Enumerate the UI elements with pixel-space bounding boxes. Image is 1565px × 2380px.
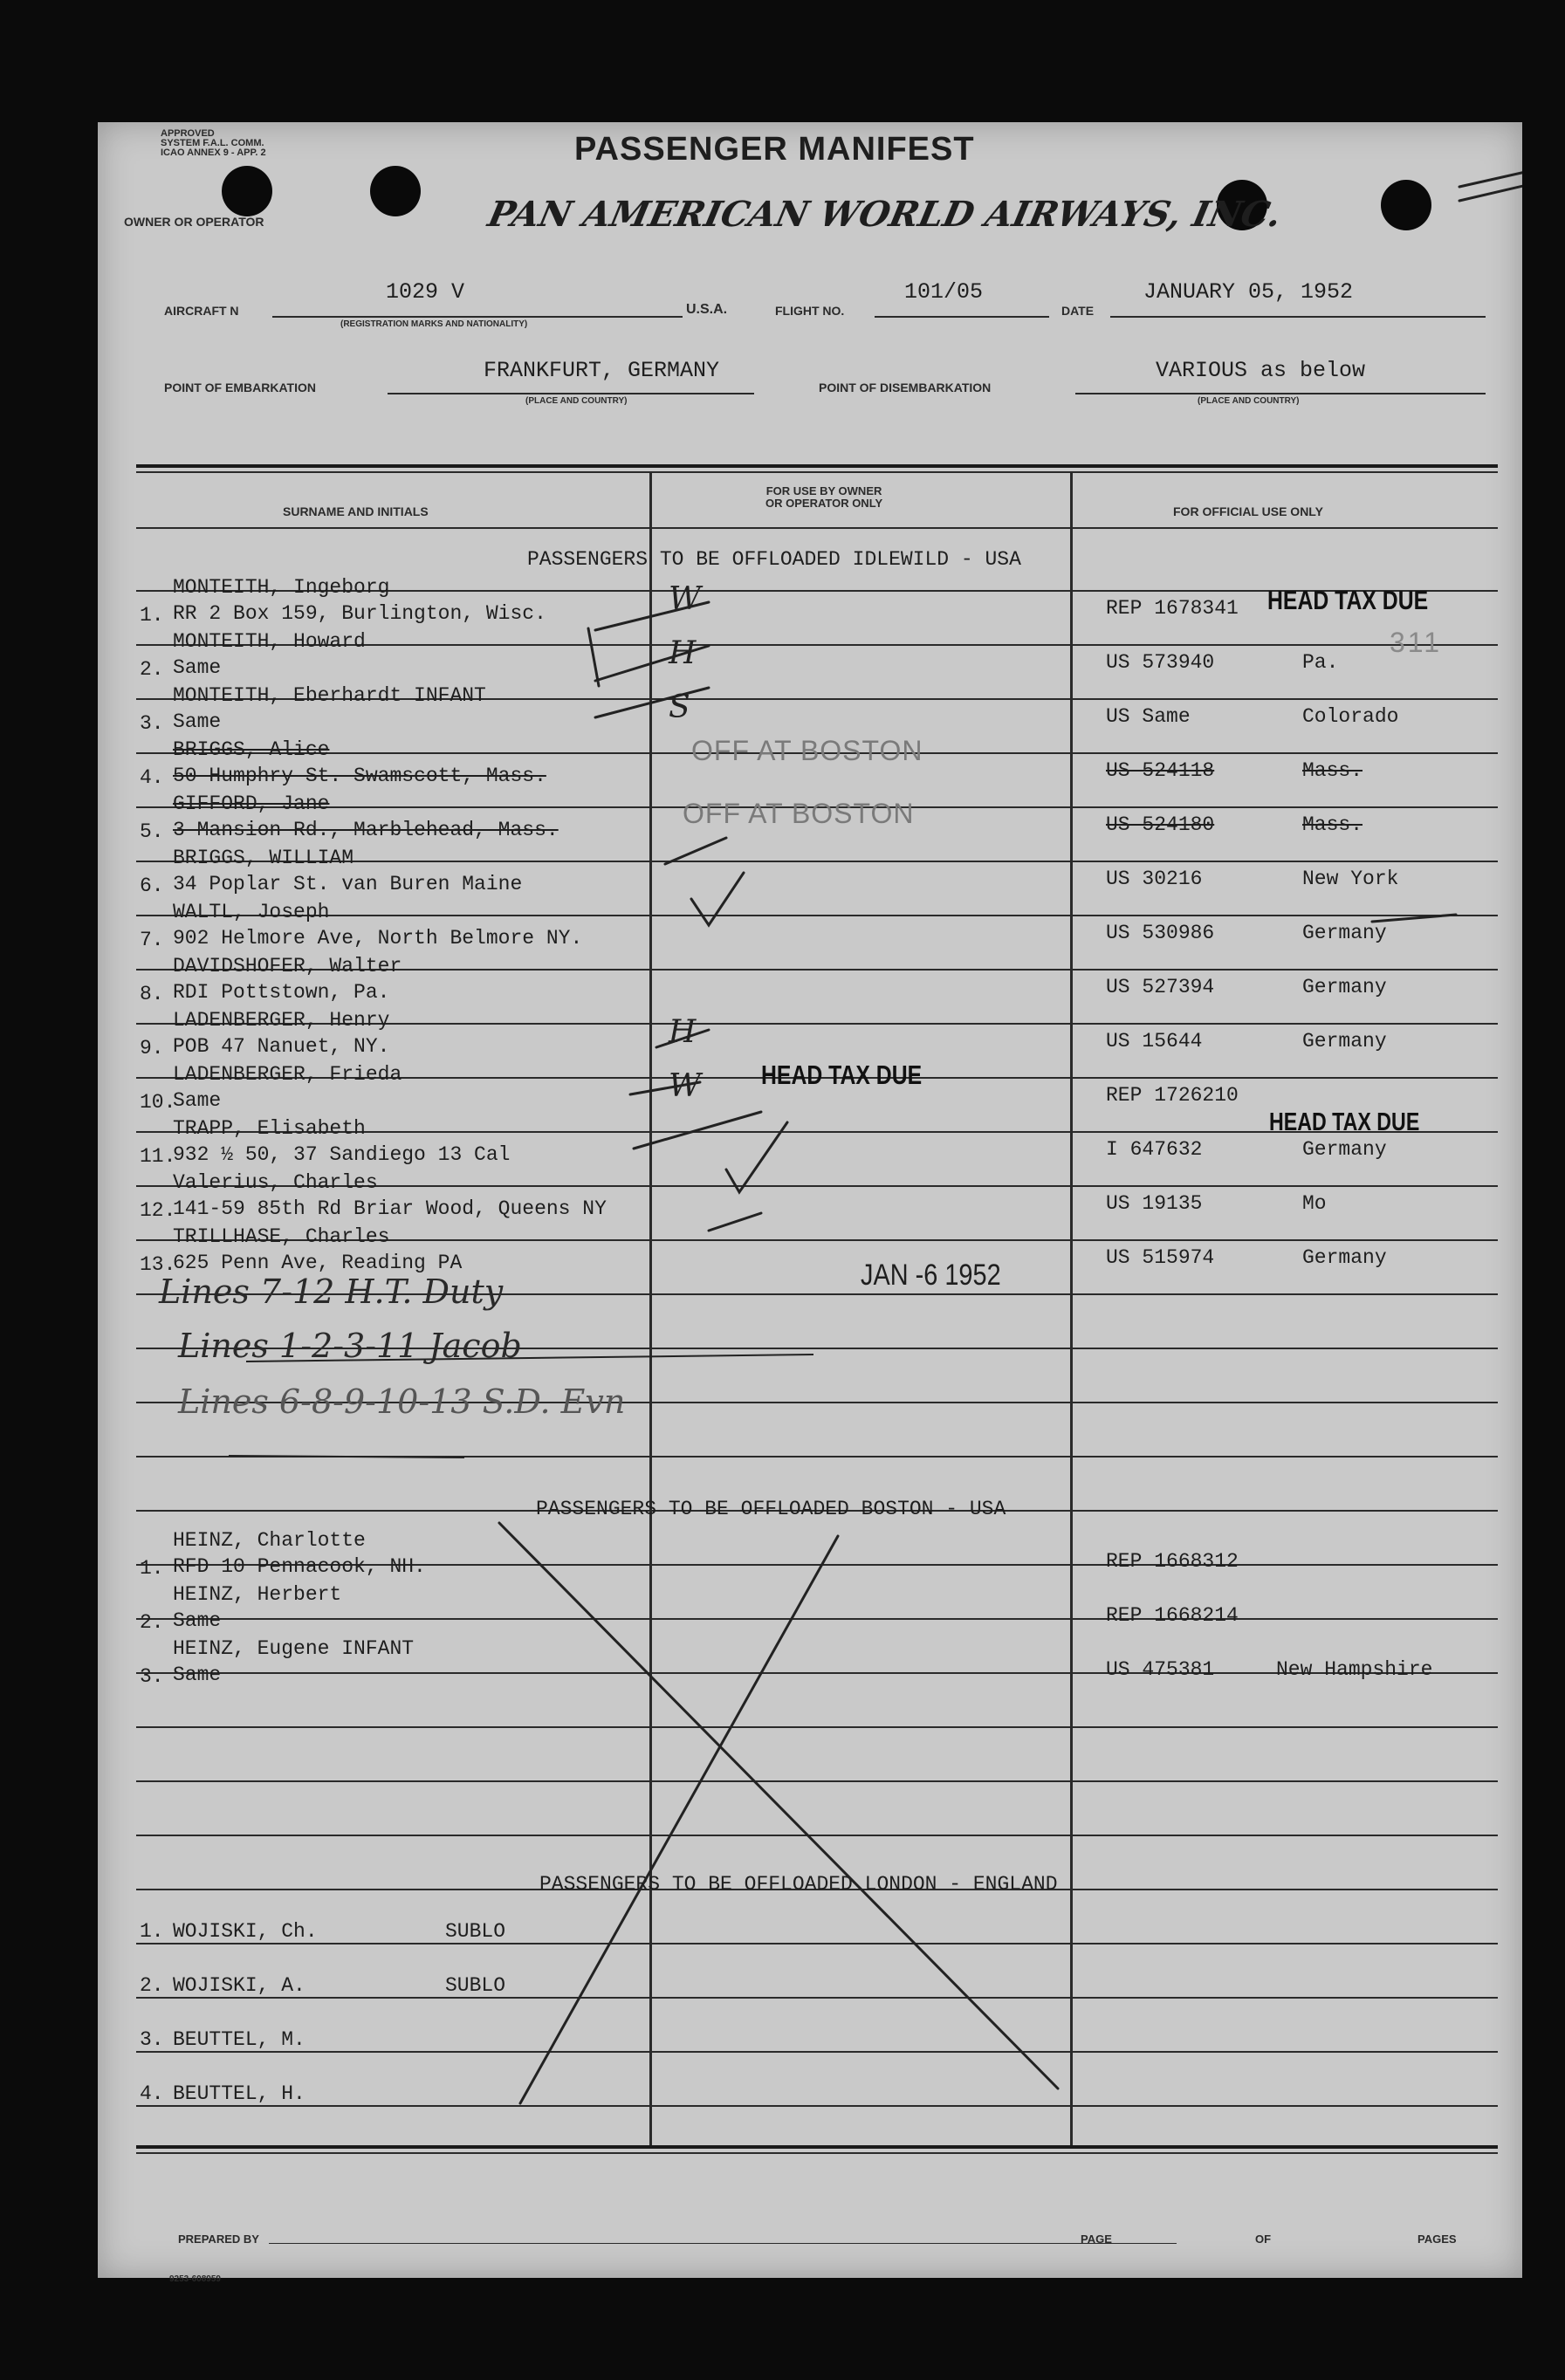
check-mark [709, 1213, 761, 1231]
passenger-name: WOJISKI, Ch. [173, 1920, 318, 1943]
owner-label: OWNER OR OPERATOR [124, 215, 264, 229]
state-country: Mass. [1302, 813, 1363, 836]
passenger-name: GIFFORD, Jane [173, 792, 330, 815]
passport-number: I 647632 [1106, 1138, 1203, 1161]
passport-number: US 475381 [1106, 1658, 1215, 1681]
embark-sub: (PLACE AND COUNTRY) [525, 396, 628, 406]
cross-out-line [499, 1523, 1058, 2089]
passenger-name: BEUTTEL, H. [173, 2082, 305, 2105]
check-mark [595, 602, 709, 630]
aircraft-label: AIRCRAFT N [164, 304, 239, 318]
approval-line: SYSTEM F.A.L. COMM. [161, 138, 264, 148]
date-received-stamp: JAN -6 1952 [861, 1259, 1001, 1292]
state-country: New York [1302, 868, 1399, 890]
row-number: 5. [140, 820, 164, 843]
passenger-name: MONTEITH, Howard [173, 630, 366, 653]
handwriting-underline [246, 1355, 813, 1361]
state-country: Germany [1302, 1246, 1387, 1269]
disembark-sub: (PLACE AND COUNTRY) [1198, 396, 1300, 406]
prepared-by-label: PREPARED BY [178, 2233, 259, 2246]
check-mark [634, 1112, 761, 1149]
passenger-name: BEUTTEL, M. [173, 2028, 305, 2051]
of-label: OF [1255, 2233, 1272, 2246]
passenger-address: Same [173, 1609, 222, 1632]
manifest-sheet [98, 122, 1522, 2284]
passenger-name: TRILLHASE, Charles [173, 1225, 390, 1248]
table-bottom-rule-2 [136, 2152, 1498, 2154]
passenger-name: HEINZ, Charlotte [173, 1529, 366, 1552]
row-number: 7. [140, 929, 164, 951]
flight-value: 101/05 [904, 279, 984, 305]
passenger-name: LADENBERGER, Henry [173, 1009, 390, 1032]
state-country: Mass. [1302, 759, 1363, 782]
check-mark [595, 688, 709, 717]
passenger-address: RR 2 Box 159, Burlington, Wisc. [173, 602, 546, 625]
handwritten-mark: W [669, 1068, 702, 1104]
check-mark [656, 1030, 709, 1047]
passport-number: REP 1678341 [1106, 597, 1239, 620]
row-number: 9. [140, 1037, 164, 1060]
form-number: 9253-608959 [169, 2274, 221, 2284]
passport-number: US 524118 [1106, 759, 1215, 782]
aircraft-value: 1029 V [386, 279, 465, 305]
handwritten-note: Lines 1-2-3-11 Jacob [178, 1327, 522, 1365]
section2-heading: PASSENGERS TO BE OFFLOADED BOSTON - USA [536, 1498, 1006, 1520]
flight-label: FLIGHT NO. [775, 304, 845, 318]
off-at-boston-stamp: OFF AT BOSTON [683, 798, 915, 829]
check-mark [595, 646, 709, 681]
off-at-boston-stamp: OFF AT BOSTON [691, 735, 923, 766]
handwritten-note: Lines 6-8-9-10-13 S.D. Evn [178, 1382, 626, 1421]
passport-number: REP 1726210 [1106, 1084, 1239, 1107]
row-number: 6. [140, 874, 164, 897]
passenger-address: 34 Poplar St. van Buren Maine [173, 873, 523, 895]
passport-number: US 530986 [1106, 922, 1215, 944]
passenger-address: 625 Penn Ave, Reading PA [173, 1252, 463, 1274]
approval-line: ICAO ANNEX 9 - APP. 2 [161, 147, 266, 158]
state-country: Germany [1302, 922, 1387, 944]
passport-number: US 515974 [1106, 1246, 1215, 1269]
passenger-name: MONTEITH, Ingeborg [173, 576, 390, 599]
state-country: New Hampshire [1276, 1658, 1433, 1681]
row-number: 2. [140, 658, 164, 681]
row-number: 10. [140, 1091, 176, 1114]
row-number: 1. [140, 604, 164, 627]
col-surname-header: SURNAME AND INITIALS [283, 504, 429, 518]
row-number: 13. [140, 1253, 176, 1276]
check-mark [665, 838, 726, 864]
passenger-name: MONTEITH, Eberhardt INFANT [173, 684, 486, 707]
head-tax-due-stamp: HEAD TAX DUE [1267, 585, 1429, 615]
aircraft-sub: (REGISTRATION MARKS AND NATIONALITY) [340, 319, 528, 329]
passenger-name: TRAPP, Elisabeth [173, 1117, 366, 1140]
col-official-header: FOR OFFICIAL USE ONLY [1173, 504, 1323, 518]
passenger-address: 3 Mansion Rd., Marblehead, Mass. [173, 819, 559, 841]
passenger-address: 902 Helmore Ave, North Belmore NY. [173, 927, 583, 950]
pen-stroke [1372, 915, 1456, 922]
prepared-by-rule [269, 2243, 1177, 2244]
usa-label: U.S.A. [686, 302, 728, 317]
passenger-address: RFD 10 Pennacook, NH. [173, 1555, 426, 1578]
row-number: 3. [140, 712, 164, 735]
pen-marks [98, 122, 1522, 2278]
passenger-name: DAVIDSHOFER, Walter [173, 955, 402, 977]
check-mark [726, 1122, 787, 1192]
row-number: 8. [140, 983, 164, 1005]
cross-out-line [520, 1536, 838, 2103]
col-owner-header-line: FOR USE BY OWNER [765, 484, 882, 497]
row-number: 2. [140, 1974, 164, 1997]
passport-number: US 15644 [1106, 1030, 1203, 1053]
handwritten-mark: W [669, 581, 702, 617]
number-311-stamp: 311 [1390, 627, 1443, 658]
passport-number: US Same [1106, 705, 1191, 728]
passenger-address: Same [173, 1663, 222, 1686]
passenger-name: WALTL, Joseph [173, 901, 330, 923]
passenger-name: HEINZ, Eugene INFANT [173, 1637, 415, 1660]
passenger-address: RDI Pottstown, Pa. [173, 981, 390, 1004]
section1-heading: PASSENGERS TO BE OFFLOADED IDLEWILD - USA [527, 548, 1021, 571]
passenger-address: POB 47 Nanuet, NY. [173, 1035, 390, 1058]
passenger-address: 932 ½ 50, 37 Sandiego 13 Cal [173, 1143, 511, 1166]
row-number: 3. [140, 1665, 164, 1688]
passenger-name: BRIGGS, Alice [173, 738, 330, 761]
passenger-address: Same [173, 710, 222, 733]
passenger-name: Valerius, Charles [173, 1171, 378, 1194]
row-number: 4. [140, 2082, 164, 2105]
passport-number: US 30216 [1106, 868, 1203, 890]
passenger-note: SUBLO [445, 1974, 506, 1997]
pages-label: PAGES [1417, 2233, 1457, 2246]
passport-number: REP 1668214 [1106, 1604, 1239, 1627]
passenger-address: 50 Humphry St. Swamscott, Mass. [173, 765, 546, 787]
state-country: Pa. [1302, 651, 1339, 674]
passport-number: US 19135 [1106, 1192, 1203, 1215]
handwritten-mark: H [669, 1014, 697, 1050]
row-number: 3. [140, 2028, 164, 2051]
disembark-value: VARIOUS as below [1156, 358, 1366, 383]
passenger-name: WOJISKI, A. [173, 1974, 305, 1997]
passenger-address: Same [173, 656, 222, 679]
head-tax-due-stamp: HEAD TAX DUE [761, 1060, 923, 1090]
row-number: 2. [140, 1611, 164, 1634]
passenger-name: BRIGGS, WILLIAM [173, 847, 354, 869]
bracket-mark [588, 628, 599, 686]
row-number: 1. [140, 1557, 164, 1580]
passport-number: US 573940 [1106, 651, 1215, 674]
check-mark [691, 873, 744, 925]
form-title: PASSENGER MANIFEST [574, 131, 975, 168]
row-number: 4. [140, 766, 164, 789]
state-country: Mo [1302, 1192, 1327, 1215]
state-country: Germany [1302, 1138, 1387, 1161]
state-country: Germany [1302, 1030, 1387, 1053]
pen-stroke [1459, 171, 1522, 187]
date-value: JANUARY 05, 1952 [1143, 279, 1354, 305]
check-mark [630, 1082, 700, 1094]
approval-line: APPROVED [161, 128, 215, 139]
date-label: DATE [1061, 304, 1095, 318]
table-bottom-rule [136, 2145, 1498, 2149]
handwritten-mark: S [669, 689, 690, 725]
handwriting-underline [229, 1456, 464, 1457]
state-country: Germany [1302, 976, 1387, 998]
row-number: 11. [140, 1145, 176, 1168]
embark-value: FRANKFURT, GERMANY [484, 358, 720, 383]
passenger-address: Same [173, 1089, 222, 1112]
disembark-label: POINT OF DISEMBARKATION [819, 381, 992, 394]
section3-heading: PASSENGERS TO BE OFFLOADED LONDON - ENGLAND [539, 1873, 1058, 1896]
row-number: 1. [140, 1920, 164, 1943]
state-country: Colorado [1302, 705, 1399, 728]
embark-label: POINT OF EMBARKATION [164, 381, 316, 394]
handwritten-mark: H [669, 635, 697, 671]
handwritten-note: Lines 7-12 H.T. Duty [159, 1272, 504, 1311]
page-label: PAGE [1081, 2233, 1112, 2246]
passenger-name: HEINZ, Herbert [173, 1583, 342, 1606]
passenger-address: 141-59 85th Rd Briar Wood, Queens NY [173, 1197, 607, 1220]
head-tax-due-stamp: HEAD TAX DUE [1269, 1108, 1420, 1136]
passenger-note: SUBLO [445, 1920, 506, 1943]
owner-name: PAN AMERICAN WORLD AIRWAYS, INC. [484, 194, 1286, 235]
passport-number: REP 1668312 [1106, 1550, 1239, 1573]
col-owner-header-line: OR OPERATOR ONLY [765, 497, 883, 510]
passport-number: US 527394 [1106, 976, 1215, 998]
passenger-name: LADENBERGER, Frieda [173, 1063, 402, 1086]
passport-number: US 524180 [1106, 813, 1215, 836]
row-number: 12. [140, 1199, 176, 1222]
